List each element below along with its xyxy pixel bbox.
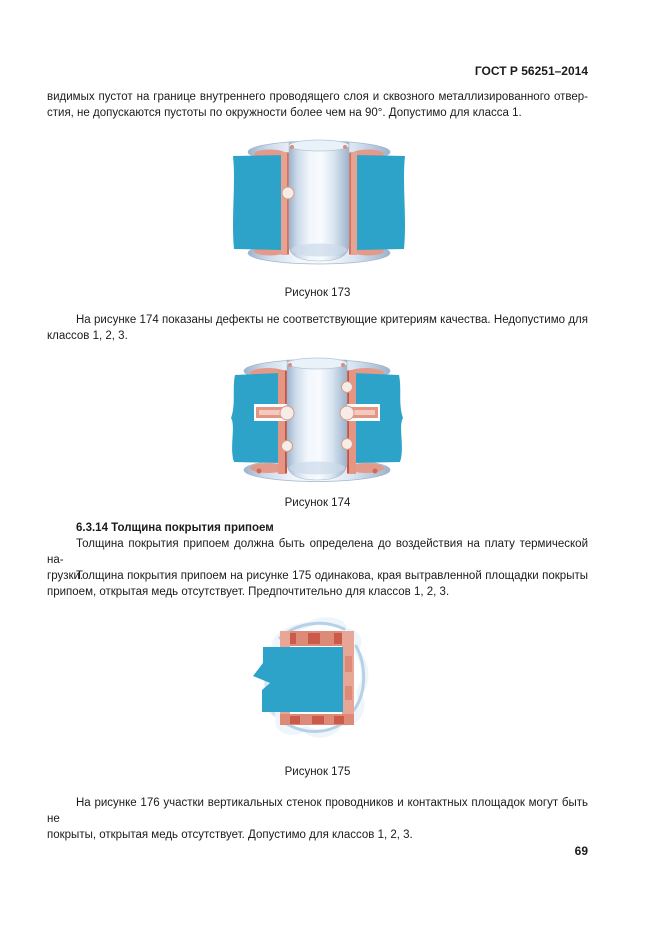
figure-173-caption: Рисунок 173 (284, 287, 351, 299)
paragraph-line: припоем, открытая медь отсутствует. Предпочтительно для классов 1, 2, 3. (47, 586, 450, 598)
figure-175-image (250, 616, 374, 742)
paragraph-line: классов 1, 2, 3. (47, 330, 128, 342)
figure-174-caption: Рисунок 174 (284, 497, 351, 509)
paragraph-line: грузки. (47, 570, 84, 582)
paragraph-line: видимых пустот на границе внутреннего проводящего слоя и сквозного металлизированного отвер- (47, 91, 588, 103)
section-heading: 6.3.14 Толщина покрытия припоем (76, 522, 274, 534)
paragraph-5 (47, 795, 588, 843)
paragraph-2 (47, 312, 588, 344)
paragraph-4 (47, 568, 588, 600)
page-header: ГОСТ Р 56251–2014 (474, 64, 588, 78)
page-number: 69 (574, 844, 588, 858)
figure-173 (230, 139, 408, 267)
hole-barrel (287, 358, 347, 480)
paragraph-line: Толщина покрытия припоем на рисунке 175 одинакова, края вытравленной площадки покрыты (76, 570, 588, 582)
figure-175-caption: Рисунок 175 (284, 766, 351, 778)
paragraph-line: стия, не допускаются пустоты по окружности более чем на 90°. Допустимо для класса 1. (47, 107, 522, 119)
figure-173-image (230, 139, 408, 267)
figure-174-image (226, 356, 408, 486)
figure-174 (226, 356, 408, 486)
paragraph-line: покрыты, открытая медь отсутствует. Допустимо для классов 1, 2, 3. (47, 829, 413, 841)
paragraph-line: На рисунке 176 участки вертикальных стенок проводников и контактных площадок могут быть не (47, 797, 588, 825)
figure-175 (250, 616, 374, 742)
hole-barrel (289, 140, 349, 261)
wall-nodule (282, 187, 294, 199)
paragraph-1 (47, 89, 588, 121)
solder-mask-overlay (253, 647, 343, 712)
paragraph-line: Толщина покрытия припоем должна быть определена до воздействия на плату термической на- (47, 538, 588, 566)
paragraph-line: На рисунке 174 показаны дефекты не соответствующие критериям качества. Недопустимо для (76, 314, 588, 326)
